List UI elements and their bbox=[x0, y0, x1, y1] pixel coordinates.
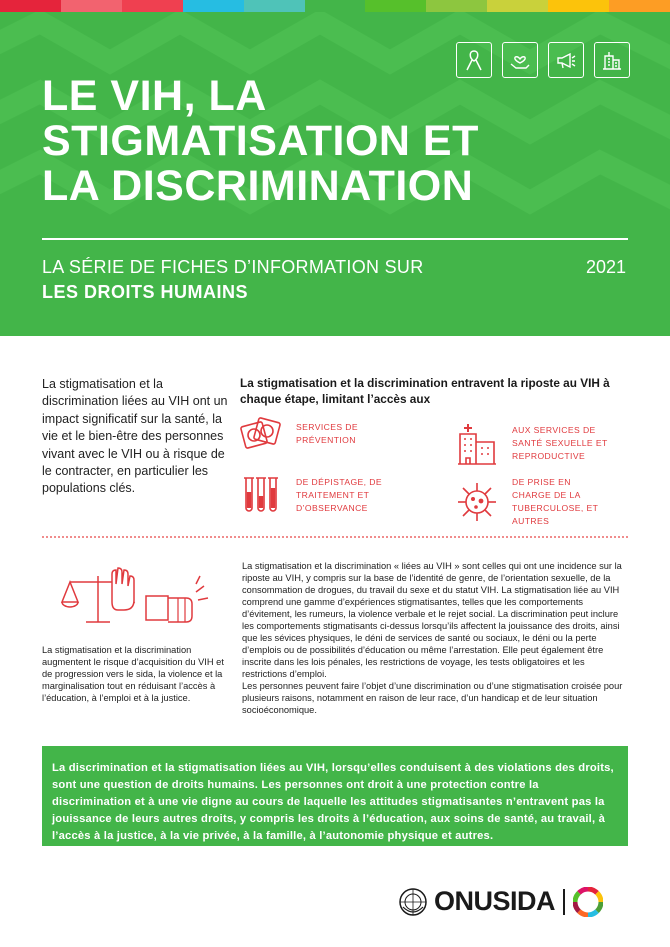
title-divider bbox=[42, 238, 628, 240]
body-paragraph-2: Les personnes peuvent faire l’objet d’une discrimination ou d’une stigmatisation croisée pour plusieurs raisons, notamment en raison de leur race, d’un handicap et de leur situation socioéconomique. bbox=[242, 681, 623, 715]
header-banner bbox=[0, 12, 670, 336]
virus-icon bbox=[456, 481, 498, 523]
dotted-divider bbox=[42, 536, 628, 538]
brand-name: ONUSIDA bbox=[434, 886, 556, 916]
color-strip bbox=[0, 0, 670, 12]
service-sexual-health: AUX SERVICES DE SANTÉ SEXUELLE ET REPRODUCTIVE bbox=[456, 420, 622, 466]
footer-separator bbox=[563, 889, 565, 915]
service-testing: DE DÉPISTAGE, DE TRAITEMENT ET D’OBSERVANCE bbox=[240, 474, 396, 516]
series-label: LA SÉRIE DE FICHES D’INFORMATION SUR bbox=[42, 257, 424, 277]
title-line-2: STIGMATISATION ET bbox=[42, 117, 479, 165]
un-emblem-icon bbox=[398, 887, 428, 917]
megaphone-icon bbox=[548, 42, 584, 78]
condom-icon bbox=[240, 414, 282, 454]
title-line-3: LA DISCRIMINATION bbox=[42, 162, 474, 210]
building-icon bbox=[594, 42, 630, 78]
barriers-heading: La stigmatisation et la discrimination entravent la riposte au VIH à chaque étape, limitant l’accès aux bbox=[240, 376, 610, 406]
justice-scale-icon bbox=[60, 566, 210, 628]
footer-logos bbox=[398, 886, 603, 917]
body-text bbox=[242, 560, 630, 716]
year-label: 2021 bbox=[585, 257, 626, 277]
service-prevention: SERVICES DE PRÉVENTION bbox=[240, 414, 416, 454]
test-tubes-icon bbox=[240, 474, 282, 516]
icon-row bbox=[456, 42, 630, 78]
left-caption: La stigmatisation et la discrimination augmentent le risque d’acquisition du VIH et de progression vers le sida, la violence et la marginalisation tout en réduisant l’accès à l’éducation, à l’emploi et à la justice. bbox=[42, 645, 224, 703]
body-paragraph-1: La stigmatisation et la discrimination « liées au VIH » sont celles qui ont une incidence sur la riposte au VIH, y compris sur la base de l’identité de genre, de l’orientation sexuelle, de la consommation de drogues, du travail du sexe et du statut VIH. La stigmatisation liée au VIH comprend une gamme d’expériences stigmatisantes, telles que les comportements d’évitement, les rumeurs, la violence verbale et le rejet social. La discrimination peut inclure les comportements stigmatisants ci-dessus lorsqu’ils affectent la jouissance des droits, ainsi que les sévices physiques, le déni de services de santé ou sociaux, le déni ou la perte d’emplois ou de possibilités d’éducation ou même l’arrestation. Elle peut également être inscrite dans les lois pénales, les restrictions de voyage, les tests obligatoires et les restrictions d’emploi. bbox=[242, 561, 622, 679]
series-name: LES DROITS HUMAINS bbox=[42, 282, 249, 302]
sdg-wheel-icon bbox=[573, 887, 603, 917]
heart-hand-icon bbox=[502, 42, 538, 78]
callout-text: La discrimination et la stigmatisation liées au VIH, lorsqu’elles conduisent à des violations des droits, sont une question de droits humains. Les personnes ont droit à une protection contre la discrimination et à une vie digne au cours de laquelle les attitudes stigmatisantes n’entravent pas la jouissance de leurs autres droits, y compris les droits à l’éducation, aux soins de santé, au travail, à l’accès à la justice, à la vie privée, à la famille, à l’autonomie physique et autres. bbox=[52, 762, 614, 842]
page-title bbox=[42, 74, 602, 209]
hospital-icon bbox=[456, 420, 498, 466]
intro-text: La stigmatisation et la discrimination liées au VIH ont un impact significatif sur la santé, la vie et le bien-être des personnes vivant avec le VIH ou à risque de le contracter, en particulier les populations clés. bbox=[42, 377, 228, 496]
callout-box bbox=[42, 746, 628, 846]
ribbon-icon bbox=[456, 42, 492, 78]
title-line-1: LE VIH, LA bbox=[42, 72, 267, 120]
service-tuberculosis: DE PRISE EN CHARGE DE LA TUBERCULOSE, ET AUTRES bbox=[456, 476, 612, 528]
